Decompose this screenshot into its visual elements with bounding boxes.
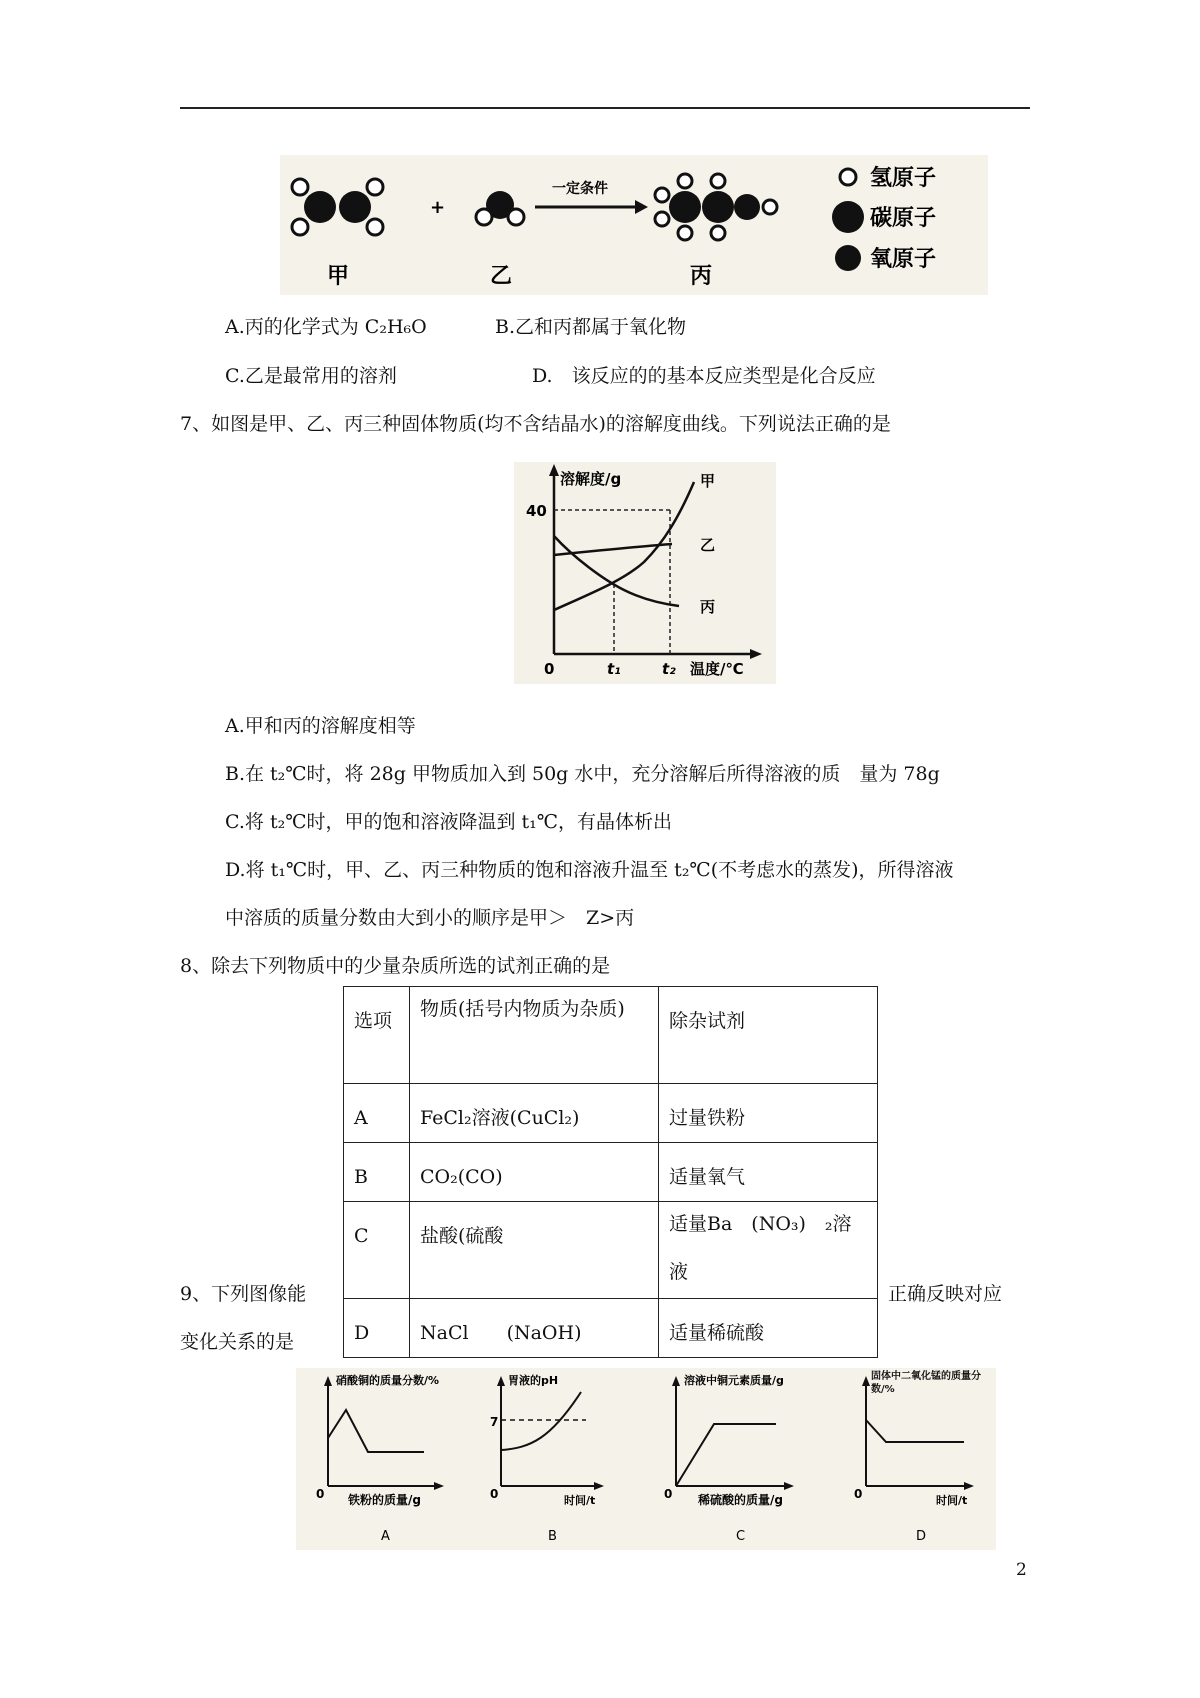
cell-substance: FeCl₂溶液(CuCl₂) [410, 1084, 659, 1143]
legend-hydrogen: 氢原子 [870, 166, 937, 191]
graph-b-ylabel: 胃液的pH [508, 1374, 559, 1387]
q6-option-d: D. 该反应的的基本反应类型是化合反应 [532, 365, 876, 387]
graph-c-letter: C [736, 1529, 746, 1544]
chart-t2: t₂ [662, 660, 676, 678]
oxygen-atom-icon [835, 245, 861, 271]
graph-d-letter: D [916, 1529, 927, 1544]
plus-sign: + [430, 197, 446, 218]
graph-b-xlabel: 时间/t [564, 1494, 596, 1507]
chart-ylabel: 溶解度/g [560, 470, 622, 488]
carbon-atom-icon [832, 201, 864, 233]
graph-a-ylabel: 硝酸铜的质量分数/% [336, 1374, 440, 1387]
cell-reagent: 适量Ba (NO₃) ₂溶液 [659, 1202, 878, 1299]
graph-b-letter: B [548, 1529, 557, 1544]
graph-d-ylabel: 固体中二氧化锰的质量分数/% [871, 1371, 981, 1395]
graph-a-letter: A [381, 1529, 390, 1544]
q7-option-b: B.在 t₂℃时，将 28g 甲物质加入到 50g 水中，充分溶解后所得溶液的质 量为 78g [225, 763, 940, 785]
q7-stem: 7、如图是甲、乙、丙三种固体物质(均不含结晶水)的溶解度曲线。下列说法正确的是 [180, 413, 891, 435]
label-jia: 甲 [327, 264, 350, 289]
label-yi: 乙 [490, 264, 513, 289]
legend-oxygen: 氧原子 [870, 247, 937, 272]
atom-legend [832, 165, 936, 272]
hydrogen-atom-icon [840, 169, 856, 185]
graph-b-ytick: 7 [490, 1415, 499, 1429]
q7-option-d-line2: 中溶质的质量分数由大到小的顺序是甲＞ Z>丙 [225, 907, 635, 929]
cell-substance: CO₂(CO) [410, 1143, 659, 1202]
table-header-row [344, 987, 878, 1084]
series-bing-label: 丙 [700, 598, 716, 616]
page-number: 2 [1016, 1560, 1027, 1580]
svg-text:0: 0 [316, 1487, 325, 1501]
table-row [344, 1084, 878, 1143]
header-substance: 物质(括号内物质为杂质) [410, 987, 659, 1084]
q8-table [343, 986, 878, 1358]
solubility-chart [514, 462, 776, 684]
cell-reagent: 适量氧气 [659, 1143, 878, 1202]
q9-stem-right: 正确反映对应 [888, 1283, 1003, 1305]
cell-reagent: 适量稀硫酸 [659, 1299, 878, 1358]
graph-d-xlabel: 时间/t [936, 1494, 968, 1507]
svg-text:0: 0 [854, 1487, 863, 1501]
cell-option: B [344, 1143, 410, 1202]
q6-option-b: B.乙和丙都属于氧化物 [495, 316, 687, 338]
label-bing: 丙 [690, 264, 713, 289]
chart-ytick-40: 40 [526, 502, 547, 520]
q9-graphs-figure [296, 1368, 996, 1550]
q7-option-d-line1: D.将 t₁℃时，甲、乙、丙三种物质的饱和溶液升温至 t₂℃(不考虑水的蒸发)，所得溶液 [225, 859, 954, 881]
q6-option-c: C.乙是最常用的溶剂 [225, 365, 397, 387]
cell-option: C [344, 1202, 410, 1299]
q9-stem-left: 9、下列图像能 [180, 1283, 307, 1305]
reaction-condition: 一定条件 [552, 181, 608, 197]
series-yi-label: 乙 [700, 536, 716, 554]
svg-text:0: 0 [490, 1487, 499, 1501]
graph-a-xlabel: 铁粉的质量/g [348, 1493, 421, 1507]
cell-reagent: 过量铁粉 [659, 1084, 878, 1143]
table-row [344, 1202, 878, 1299]
q7-option-a: A.甲和丙的溶解度相等 [225, 715, 416, 737]
graph-c-xlabel: 稀硫酸的质量/g [698, 1493, 783, 1507]
svg-text:0: 0 [664, 1487, 673, 1501]
cell-option: D [344, 1299, 410, 1358]
cell-substance: 盐酸(硫酸 [410, 1202, 659, 1299]
reaction-figure [280, 155, 988, 295]
cell-substance: NaCl (NaOH) [410, 1299, 659, 1358]
q6-option-a: A.丙的化学式为 C₂H₆O [225, 316, 427, 338]
header-option: 选项 [344, 987, 410, 1084]
q7-option-c: C.将 t₂℃时，甲的饱和溶液降温到 t₁℃，有晶体析出 [225, 811, 672, 833]
graph-c-ylabel: 溶液中铜元素质量/g [684, 1374, 784, 1387]
legend-carbon: 碳原子 [870, 206, 937, 231]
table-row [344, 1299, 878, 1358]
table-row [344, 1143, 878, 1202]
q8-stem: 8、除去下列物质中的少量杂质所选的试剂正确的是 [180, 955, 611, 977]
series-jia-label: 甲 [700, 472, 716, 490]
header-rule [180, 107, 1030, 109]
chart-t1: t₁ [607, 660, 621, 678]
chart-origin: 0 [544, 660, 555, 678]
cell-option: A [344, 1084, 410, 1143]
chart-xlabel: 温度/℃ [690, 660, 744, 678]
q9-stem-line2: 变化关系的是 [180, 1331, 295, 1353]
header-reagent: 除杂试剂 [659, 987, 878, 1084]
